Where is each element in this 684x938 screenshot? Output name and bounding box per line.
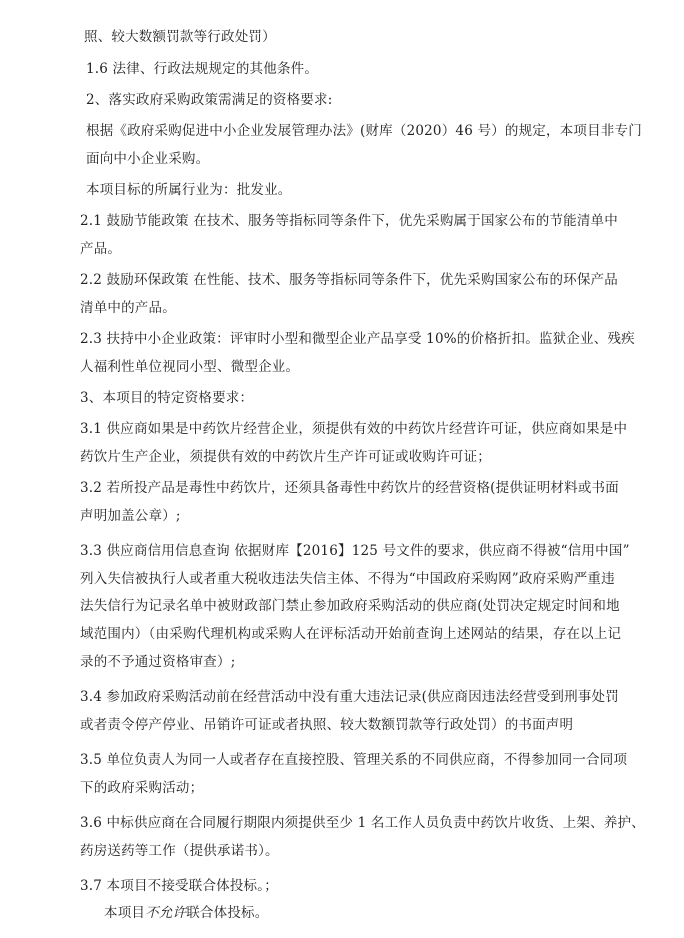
text-line: 3.5 单位负责人为同一人或者存在直接控股、管理关系的不同供应商，不得参加同一合同项: [80, 752, 628, 768]
text-line-final: [104, 904, 268, 922]
text-line: 面向中小企业采购。: [86, 151, 210, 167]
text-line: 3.4 参加政府采购活动前在经营活动中没有重大违法记录(供应商因违法经营受到刑事处罚: [80, 689, 619, 705]
text-line: 声明加盖公章）;: [80, 508, 181, 524]
text-line: 3.2 若所投产品是毒性中药饮片，还须具备毒性中药饮片的经营资格(提供证明材料或书面: [80, 480, 619, 496]
text-line: 产品。: [80, 241, 122, 257]
text-line: 2、落实政府采购政策需满足的资格要求:: [86, 92, 333, 108]
text-line: 药房送药等工作（提供承诺书）。: [80, 843, 279, 859]
text-line: 域范围内）（由采购代理机构或采购人在评标活动开始前查询上述网站的结果，存在以上记: [80, 626, 622, 642]
text-line: 3、本项目的特定资格要求：: [80, 390, 254, 406]
text-line: 或者责令停产停业、吊销许可证或者执照、较大数额罚款等行政处罚）的书面声明: [80, 717, 574, 733]
text-line: 3.1 供应商如果是中药饮片经营企业，须提供有效的中药饮片经营许可证，供应商如果是中: [80, 421, 628, 437]
text-line: 录的不予通过资格审查）;: [80, 654, 236, 670]
text-line: 2.3 扶持中小企业政策：评审时小型和微型企业产品享受 10%的价格折扣。监狱企业、残疾: [80, 331, 635, 347]
text-line: 法失信行为记录名单中被财政部门禁止参加政府采购活动的供应商(处罚决定规定时间和地: [80, 598, 620, 614]
text-line: 人福利性单位视同小型、微型企业。: [80, 359, 300, 375]
text-line: 下的政府采购活动；: [80, 780, 204, 796]
text-line: 1.6 法律、行政法规规定的其他条件。: [86, 61, 319, 77]
final-text-emphasis: 不允许: [145, 905, 187, 921]
text-line: 2.1 鼓励节能政策 在技术、服务等指标同等条件下，优先采购属于国家公布的节能清单中: [80, 213, 618, 229]
text-line: 2.2 鼓励环保政策 在性能、技术、服务等指标同等条件下，优先采购国家公布的环保产品: [80, 272, 618, 288]
text-line: 本项目标的所属行业为：批发业。: [86, 182, 292, 198]
text-line: 3.7 本项目不接受联合体投标。；: [80, 878, 278, 894]
text-line: 3.3 供应商信用信息查询 依据财库【2016】125 号文件的要求，供应商不得被“信用中国”: [80, 543, 630, 559]
text-line: 列入失信被执行人或者重大税收违法失信主体、不得为“中国政府采购网”政府采购严重违: [80, 571, 615, 587]
text-line: 3.6 中标供应商在合同履行期限内须提供至少 1 名工作人员负责中药饮片收货、上架、养护、: [80, 815, 645, 831]
text-line: 照、较大数额罚款等行政处罚）: [84, 29, 276, 45]
text-line: 根据《政府采购促进中小企业发展管理办法》(财库（2020）46 号）的规定，本项目非专门: [86, 123, 642, 139]
final-text-after: 联合体投标。: [186, 905, 269, 921]
final-text-before: 本项目: [104, 905, 146, 921]
text-line: 药饮片生产企业，须提供有效的中药饮片生产许可证或收购许可证；: [80, 449, 491, 465]
text-line: 清单中的产品。: [80, 300, 176, 316]
